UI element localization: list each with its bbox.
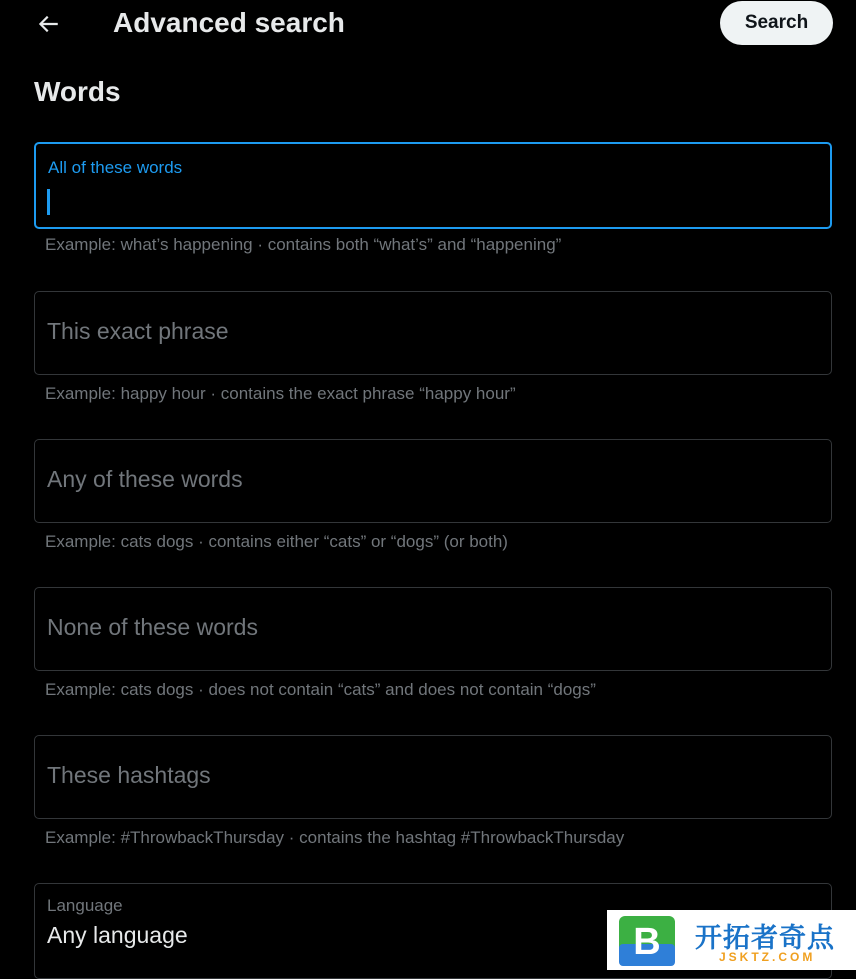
exact-phrase-field[interactable] [34,291,832,375]
language-label: Language [47,896,123,915]
language-value: Any language [47,922,188,948]
watermark-logo-letter: B [633,921,661,963]
all-of-these-words-field[interactable] [34,142,832,229]
header [0,0,856,48]
section-title-words: Words [34,76,121,107]
any-of-these-words-placeholder: Any of these words [47,466,243,492]
text-caret [47,189,50,215]
all-of-these-words-label: All of these words [48,158,183,177]
watermark-logo-icon [617,914,679,968]
exact-phrase-hint: Example: happy hour · contains the exact phrase “happy hour” [45,384,516,403]
hashtags-placeholder: These hashtags [47,762,211,788]
hashtags-field[interactable] [34,735,832,819]
none-of-these-words-hint: Example: cats dogs · does not contain “cats” and does not contain “dogs” [45,680,596,699]
any-of-these-words-hint: Example: cats dogs · contains either “cats” or “dogs” (or both) [45,532,508,551]
watermark-subtext: JSKTZ.COM [719,950,816,964]
all-of-these-words-hint: Example: what’s happening · contains both “what’s” and “happening” [45,235,562,254]
page-title: Advanced search [113,7,345,38]
none-of-these-words-field[interactable] [34,587,832,671]
watermark-text: 开拓者奇点 [695,923,835,953]
any-of-these-words-field[interactable] [34,439,832,523]
arrow-left-icon [35,11,61,37]
exact-phrase-placeholder: This exact phrase [47,318,229,344]
hashtags-hint: Example: #ThrowbackThursday · contains the hashtag #ThrowbackThursday [45,828,625,847]
search-button[interactable]: Search [720,1,833,45]
none-of-these-words-placeholder: None of these words [47,614,258,640]
watermark [607,910,856,970]
back-button[interactable] [28,4,68,44]
